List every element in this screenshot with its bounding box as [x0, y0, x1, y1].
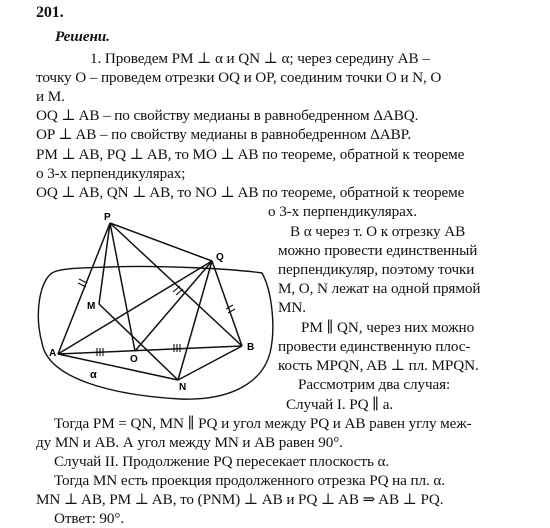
text-line: Тогда MN есть проекция продолженного отрезка PQ на пл. α.	[54, 472, 445, 489]
label-o: O	[130, 354, 138, 365]
label-b: B	[247, 342, 255, 353]
plane-label-alpha: α	[90, 369, 97, 381]
text-line: и M.	[36, 88, 65, 105]
text-line: о 3-х перпендикулярах.	[268, 203, 417, 220]
text-line: Ответ: 90°.	[54, 510, 125, 527]
label-q: Q	[216, 252, 224, 263]
text-line: точку O – проведем отрезки OQ и OP, соединим точки O и N, O	[36, 69, 442, 86]
text-line: PM ∥ QN, через них можно	[301, 319, 475, 336]
text-line: 1. Проведем PM ⊥ α и QN ⊥ α; через середину AB –	[90, 50, 430, 67]
text-line: Тогда PM = QN, MN ∥ PQ и угол между PQ и AB равен углу меж-	[54, 415, 472, 432]
text-line: Случай I. PQ ∥ a.	[286, 396, 394, 413]
problem-number: 201.	[36, 4, 64, 21]
text-line: В α через т. O к отрезку AB	[290, 223, 466, 240]
text-line: PM ⊥ AB, PQ ⊥ AB, то MO ⊥ AB по теореме, обратной к теореме	[36, 146, 465, 163]
text-line: Случай II. Продолжение PQ пересекает плоскость α.	[54, 453, 390, 470]
text-line: OP ⊥ AB – по свойству медианы в равнобедренном ΔABP.	[36, 126, 412, 143]
text-line: о 3-х перпендикулярах;	[36, 165, 186, 182]
label-a: A	[49, 348, 57, 359]
text-line: M, O, N лежат на одной прямой	[278, 280, 481, 297]
text-line: MN ⊥ AB, PM ⊥ AB, то (PNM) ⊥ AB и PQ ⊥ AB ⇒ AB ⊥ PQ.	[36, 491, 444, 508]
geometry-figure	[30, 213, 276, 401]
text-line: провести единственную плос-	[278, 338, 471, 355]
label-p: P	[104, 213, 111, 223]
label-n: N	[179, 382, 187, 393]
solution-heading: Решени.	[55, 28, 110, 45]
text-line: можно провести единственный	[278, 242, 478, 259]
text-line: ду MN и AB. А угол между MN и AB равен 90°.	[36, 434, 343, 451]
text-line: кость MPQN, AB ⊥ пл. MPQN.	[278, 357, 479, 374]
text-line: MN.	[278, 299, 306, 316]
text-line: OQ ⊥ AB, QN ⊥ AB, то NO ⊥ AB по теореме, обратной к теореме	[36, 184, 465, 201]
text-line: Рассмотрим два случая:	[298, 376, 451, 393]
label-m: M	[87, 301, 96, 312]
text-line: OQ ⊥ AB – по свойству медианы в равнобедренном ΔABQ.	[36, 107, 419, 124]
text-line: перпендикуляр, поэтому точки	[278, 261, 475, 278]
